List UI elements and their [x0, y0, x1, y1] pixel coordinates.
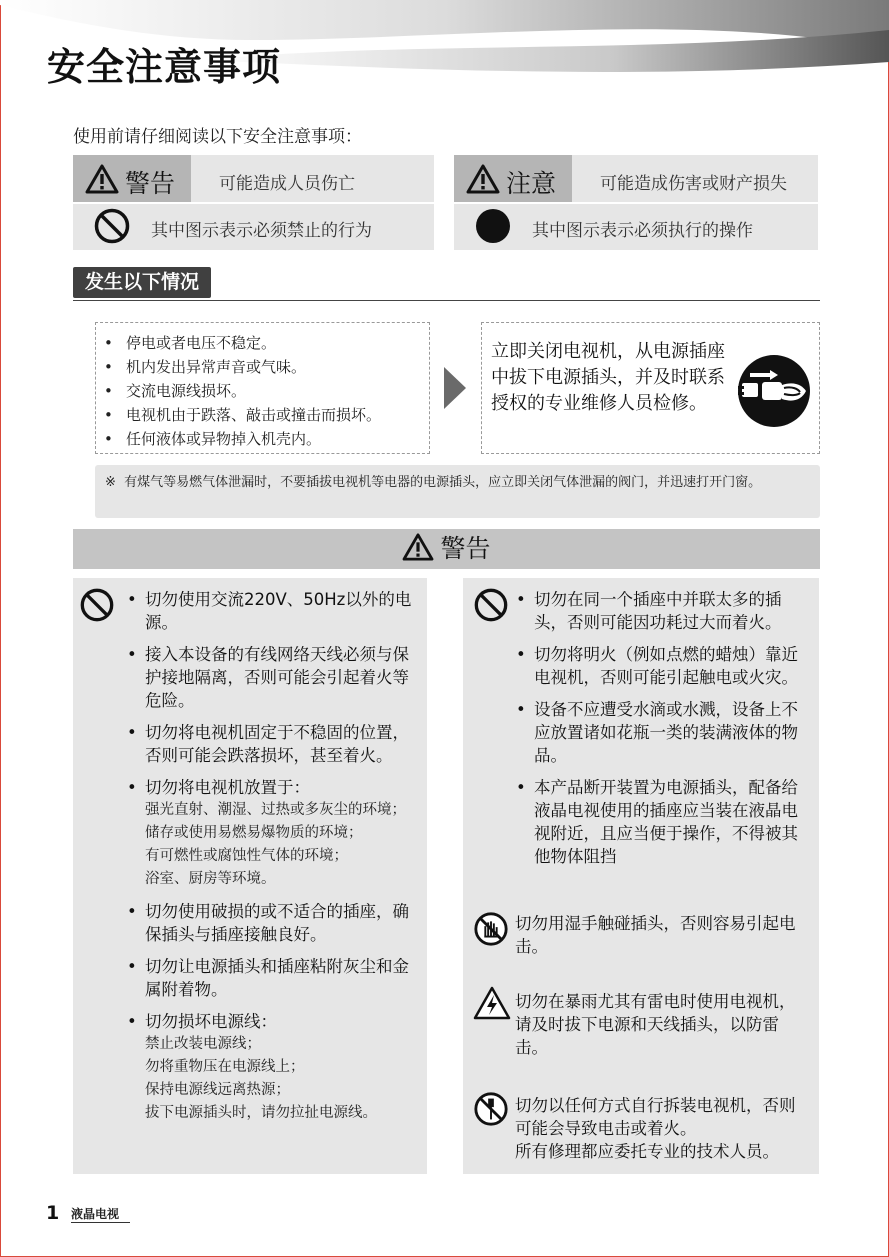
- page-title: 安全注意事项: [47, 45, 282, 89]
- legend-warning: [73, 155, 434, 250]
- mandatory-action-icon: [474, 207, 512, 245]
- warning-item: • 切勿将电视机固定于不稳固的位置，否则可能会跌落损坏，甚至着火。: [125, 721, 421, 767]
- warning-section-title: 警告: [440, 534, 491, 563]
- legend-caution-tag: 注意: [454, 155, 572, 202]
- unplug-icon: [736, 353, 812, 429]
- warning-subitem: 有可燃性或腐蚀性气体的环境；: [145, 848, 348, 864]
- warning-item: • 设备不应遭受水滴或水溅，设备上不应放置诸如花瓶一类的装满液体的物品。: [514, 698, 810, 767]
- conditions-list: [104, 331, 381, 451]
- legend-caution-desc: 可能造成伤害或财产损失: [600, 174, 787, 194]
- warning-triangle-icon: [466, 164, 500, 194]
- situation-label: 发生以下情况: [73, 267, 211, 298]
- condition-item: • 停电或者电压不稳定。: [104, 334, 277, 352]
- footer-rule: [71, 1222, 130, 1223]
- action-text: 立即关闭电视机，从电源插座中拔下电源插头，并及时联系授权的专业维修人员检修。: [491, 341, 725, 414]
- legend-caution-symbol-desc: 其中图示表示必须执行的操作: [532, 221, 753, 241]
- warning-right-column: [463, 578, 819, 1174]
- warning-subitem: 储存或使用易燃易爆物质的环境；: [145, 825, 363, 841]
- warning-triangle-icon: [402, 533, 434, 561]
- warning-left-column: [73, 578, 427, 1174]
- condition-item: • 机内发出异常声音或气味。: [104, 358, 307, 376]
- no-wet-hands-icon: [473, 911, 509, 947]
- warning-item: • 切勿损坏电源线： 禁止改装电源线； 勿将重物压在电源线上； 保持电源线远离热源； 拔下电源插头时，请勿拉扯电源线。: [125, 1010, 421, 1125]
- no-disassembly-icon: [473, 1091, 509, 1127]
- warning-subitem: 强光直射、潮湿、过热或多灰尘的环境；: [145, 802, 406, 818]
- note-mark: ※: [105, 475, 116, 490]
- section-divider: [73, 300, 820, 301]
- warning-item: • 接入本设备的有线网络天线必须与保护接地隔离，否则可能会引起着火等危险。: [125, 643, 421, 712]
- warning-subitem: 保持电源线远离热源；: [145, 1082, 290, 1098]
- legend-warning-desc: 可能造成人员伤亡: [219, 174, 355, 194]
- prohibition-icon: [93, 207, 131, 245]
- warning-subitem: 拔下电源插头时，请勿拉扯电源线。: [145, 1105, 377, 1121]
- warning-item: • 本产品断开装置为电源插头，配备给液晶电视使用的插座应当装在液晶电视附近，且应当便于操作，不得被其他物体阻挡: [514, 776, 810, 868]
- intro-text: 使用前请仔细阅读以下安全注意事项：: [73, 127, 362, 147]
- condition-item: • 交流电源线损坏。: [104, 382, 247, 400]
- page-number: 1: [46, 1202, 60, 1224]
- warning-item: • 切勿让电源插头和插座粘附灰尘和金属附着物。: [125, 955, 421, 1001]
- legend-caution: [454, 155, 818, 250]
- warning-subitem: 浴室、厨房等环境。: [145, 871, 276, 887]
- thunder-warning: 切勿在暴雨尤其有雷电时使用电视机，请及时拔下电源和天线插头，以防雷击。: [515, 992, 796, 1057]
- warning-item: • 切勿将明火（例如点燃的蜡烛）靠近电视机，否则可能引起触电或火灾。: [514, 643, 810, 689]
- conditions-box: [95, 322, 430, 454]
- prohibition-icon: [473, 587, 509, 623]
- action-box: [481, 322, 820, 454]
- warning-item: • 切勿在同一个插座中并联太多的插头，否则可能因功耗过大而着火。: [514, 588, 810, 634]
- footer-label: 液晶电视: [71, 1207, 120, 1221]
- legend-warning-tag: 警告: [73, 155, 191, 202]
- warning-item: • 切勿使用交流220V、50Hz以外的电源。: [125, 588, 421, 634]
- lightning-warning-icon: [473, 986, 511, 1020]
- prohibition-icon: [79, 587, 115, 623]
- warning-item: • 切勿使用破损的或不适合的插座，确保插头与插座接触良好。: [125, 900, 421, 946]
- arrow-right-icon: [444, 367, 466, 409]
- condition-item: • 电视机由于跌落、敲击或撞击而损坏。: [104, 406, 382, 424]
- warning-right-list: [514, 588, 810, 877]
- warning-item: • 切勿将电视机放置于： 强光直射、潮湿、过热或多灰尘的环境； 储存或使用易燃易爆物质的环境； 有可燃性或腐蚀性气体的环境； 浴室、厨房等环境。: [125, 776, 421, 891]
- gas-leak-note: [95, 465, 820, 518]
- legend-warning-symbol-desc: 其中图示表示必须禁止的行为: [151, 221, 372, 241]
- warning-section-header: [73, 529, 820, 569]
- disassemble-warning: 切勿以任何方式自行拆装电视机，否则可能会导致电击或着火。 所有修理都应委托专业的技术人员。: [515, 1096, 796, 1161]
- warning-triangle-icon: [85, 164, 119, 194]
- note-text: 有煤气等易燃气体泄漏时，不要插拔电视机等电器的电源插头，应立即关闭气体泄漏的阀门，并迅速打开门窗。: [124, 475, 762, 490]
- condition-item: • 任何液体或异物掉入机壳内。: [104, 430, 322, 448]
- warning-subitem: 禁止改装电源线；: [145, 1036, 261, 1052]
- warning-left-list: [125, 588, 421, 1134]
- wet-hands-warning: 切勿用湿手触碰插头，否则容易引起电击。: [515, 914, 796, 956]
- warning-subitem: 勿将重物压在电源线上；: [145, 1059, 305, 1075]
